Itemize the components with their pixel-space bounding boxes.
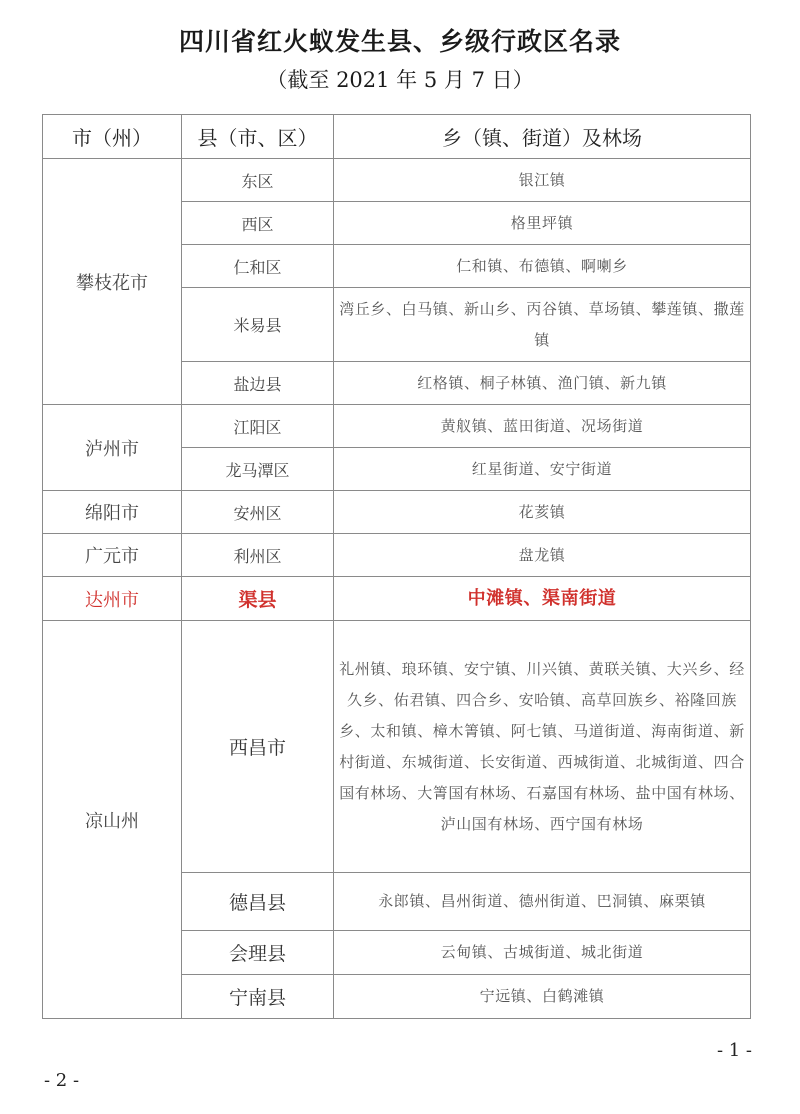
towns-cell: 盘龙镇 [334,534,751,577]
county-cell: 东区 [182,159,334,202]
towns-cell: 湾丘乡、白马镇、新山乡、丙谷镇、草场镇、攀莲镇、撒莲镇 [334,288,751,362]
county-cell: 江阳区 [182,405,334,448]
towns-cell: 仁和镇、布德镇、啊喇乡 [334,245,751,288]
table-header-row [43,115,751,159]
county-cell: 龙马潭区 [182,448,334,491]
header-city: 市（州） [43,115,182,159]
city-cell: 泸州市 [43,405,182,491]
page-number-right: - 1 - [716,1040,752,1061]
table-row [43,159,751,202]
table-row [43,621,751,873]
document-title: 四川省红火蚁发生县、乡级行政区名录 [178,27,621,56]
towns-cell: 格里坪镇 [334,202,751,245]
county-cell: 仁和区 [182,245,334,288]
towns-cell: 红星街道、安宁街道 [334,448,751,491]
towns-cell: 礼州镇、琅环镇、安宁镇、川兴镇、黄联关镇、大兴乡、经久乡、佑君镇、四合乡、安哈镇、高草回族乡、裕隆回族乡、太和镇、樟木箐镇、阿七镇、马道街道、海南街道、新村街道、东城街道、长安街道、西城街道、北城街道、四合国有林场、大箐国有林场、石嘉国有林场、盐中国有林场、泸山国有林场、西宁国有林场 [334,621,751,873]
county-cell: 米易县 [182,288,334,362]
header-county: 县（市、区） [182,115,334,159]
county-cell: 德昌县 [182,873,334,931]
city-cell: 攀枝花市 [43,159,182,405]
county-cell: 宁南县 [182,975,334,1019]
city-cell: 凉山州 [43,621,182,1019]
county-cell: 西区 [182,202,334,245]
header-towns: 乡（镇、街道）及林场 [334,115,751,159]
county-cell: 西昌市 [182,621,334,873]
table-row [43,534,751,577]
towns-cell: 红格镇、桐子林镇、渔门镇、新九镇 [334,362,751,405]
roster-table [42,114,751,1019]
table-row [43,491,751,534]
city-cell: 绵阳市 [43,491,182,534]
towns-cell: 花荄镇 [334,491,751,534]
table-row [43,405,751,448]
towns-cell: 银江镇 [334,159,751,202]
county-cell-highlighted: 渠县 [182,577,334,621]
page-number-left: - 2 - [44,1070,80,1091]
towns-cell: 永郎镇、昌州街道、德州街道、巴洞镇、麻栗镇 [334,873,751,931]
county-cell: 会理县 [182,931,334,975]
towns-cell: 黄舣镇、蓝田街道、况场街道 [334,405,751,448]
city-cell-highlighted: 达州市 [43,577,182,621]
city-cell: 广元市 [43,534,182,577]
towns-cell-highlighted: 中滩镇、渠南街道 [334,577,751,621]
document-subtitle: （截至 2021 年 5 月 7 日） [266,68,534,92]
towns-cell: 云甸镇、古城街道、城北街道 [334,931,751,975]
table-row-highlighted [43,577,751,621]
county-cell: 盐边县 [182,362,334,405]
county-cell: 利州区 [182,534,334,577]
towns-cell: 宁远镇、白鹤滩镇 [334,975,751,1019]
county-cell: 安州区 [182,491,334,534]
